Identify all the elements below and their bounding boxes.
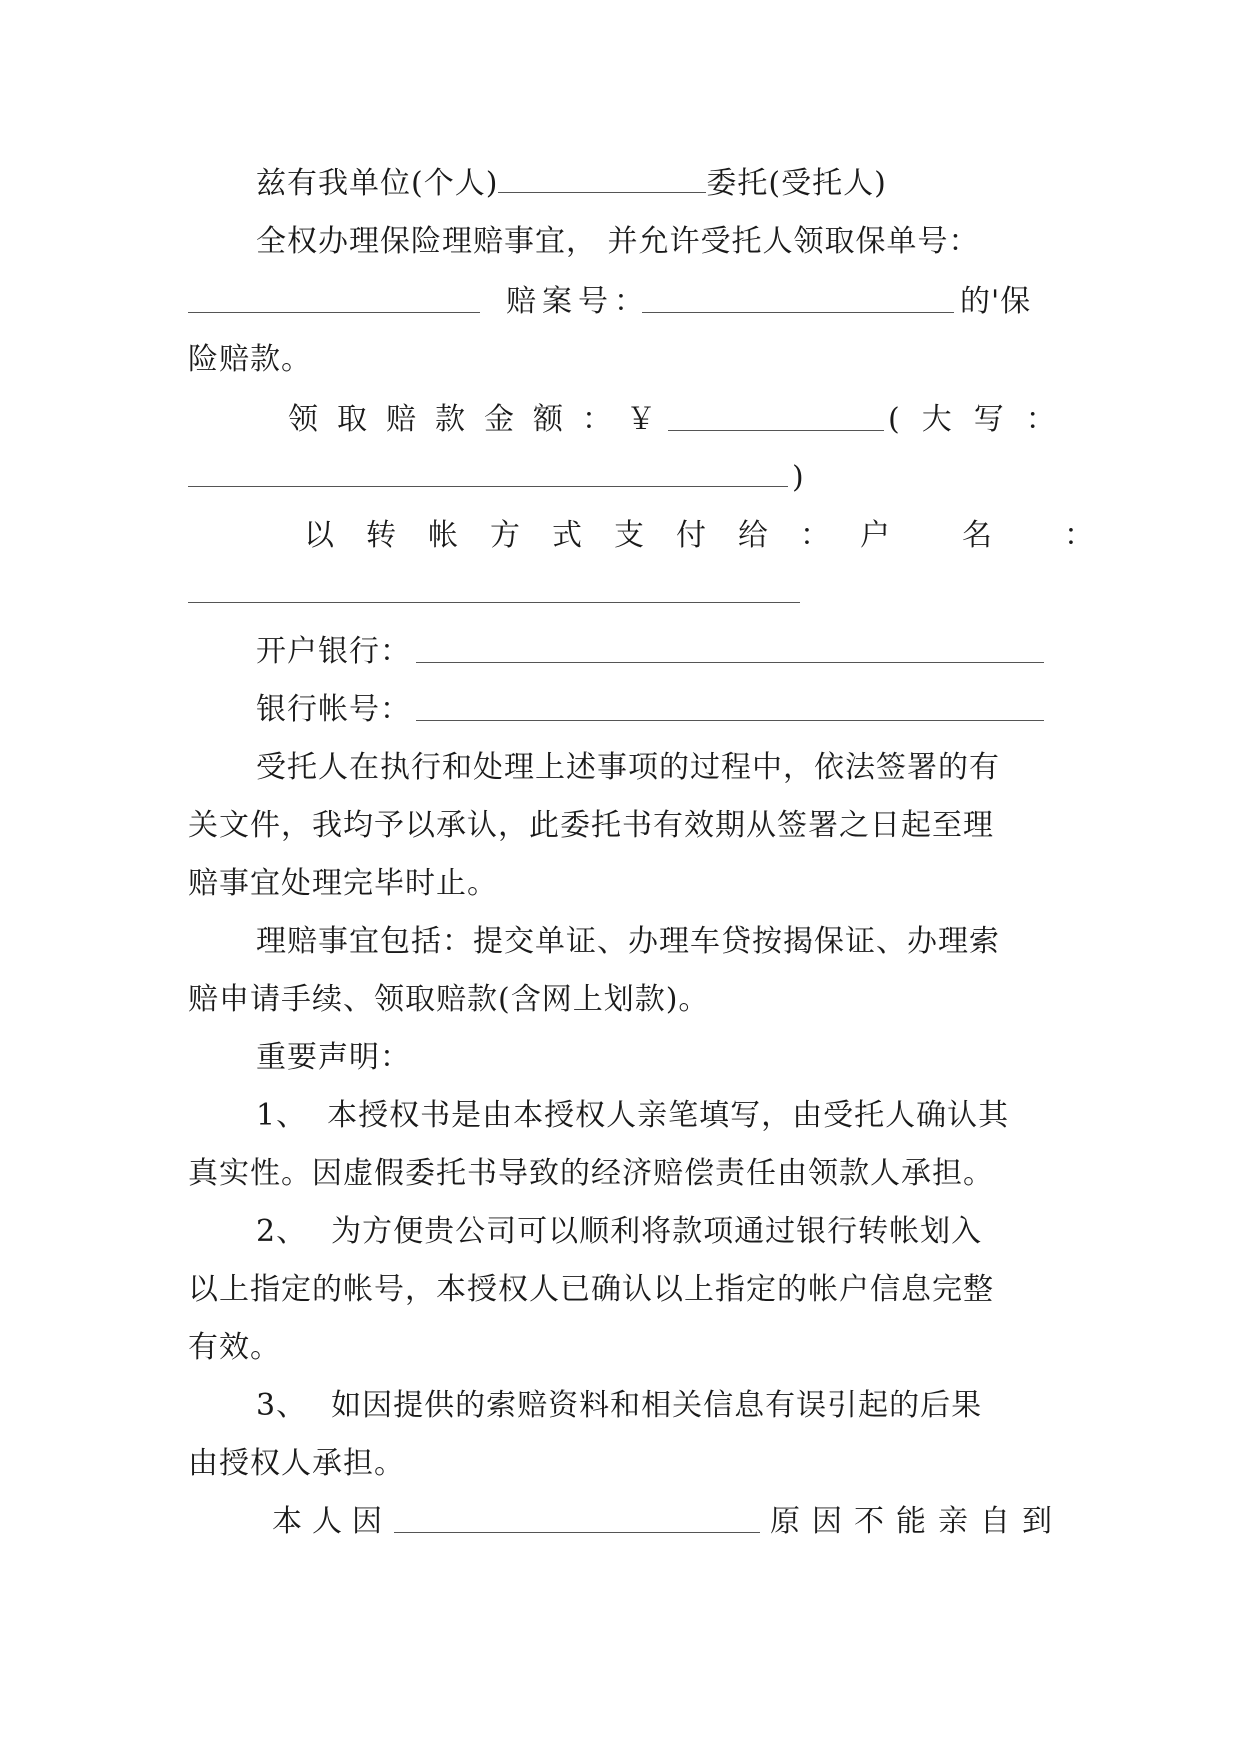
amount-words-blank[interactable]: [188, 486, 788, 487]
acceptance-line-1: [256, 748, 1000, 788]
entrust-suffix: 委托(受托人): [706, 166, 887, 201]
entrust-line: [256, 164, 887, 204]
transfer-label-line: [304, 516, 862, 556]
account-name-label: 户名：: [860, 518, 1166, 553]
authority-line: [256, 222, 980, 262]
declaration-item-3-text-1: 如因提供的索赔资料和相关信息有误引起的后果: [331, 1388, 983, 1423]
account-name-label-line: [860, 516, 1166, 556]
daxie-label-line: [888, 400, 1078, 440]
authority-text: 全权办理保险理赔事宜， 并允许受托人领取保单号：: [256, 224, 980, 259]
transfer-label: 以转帐方式支付给：: [304, 518, 862, 553]
declaration-item-2-line-1: [256, 1212, 982, 1252]
declaration-item-1-text-1: 本授权书是由本授权人亲笔填写，由受托人确认其: [327, 1098, 1010, 1133]
bank-blank[interactable]: [416, 662, 1044, 663]
case-number-blank[interactable]: [642, 312, 954, 313]
claim-suffix: 的'保: [960, 284, 1032, 319]
scope-text-1: 理赔事宜包括：提交单证、办理车贷按揭保证、办理索: [256, 924, 1000, 959]
declaration-heading-text: 重要声明：: [256, 1040, 411, 1075]
declaration-item-2-line-3: [188, 1328, 281, 1368]
declaration-item-1-line-2: [188, 1154, 994, 1194]
amount-figure-blank[interactable]: [668, 430, 884, 431]
reason-suffix-line: [770, 1502, 1064, 1542]
account-label: 银行帐号：: [256, 692, 411, 727]
amount-close: ): [792, 460, 805, 495]
daxie-label: (大写：: [888, 402, 1078, 437]
acceptance-text-2: 关文件，我均予以承认，此委托书有效期从签署之日起至理: [188, 808, 994, 843]
claim-end: 险赔款。: [188, 342, 312, 377]
entruster-blank[interactable]: [498, 166, 706, 193]
currency-symbol: ￥: [626, 402, 657, 437]
declaration-item-3-text-2: 由授权人承担。: [188, 1446, 405, 1481]
acceptance-line-3: [188, 864, 498, 904]
entrust-prefix: 兹有我单位(个人): [256, 166, 499, 201]
amount-label: 领取赔款金额：: [288, 402, 631, 437]
declaration-item-2-text-3: 有效。: [188, 1330, 281, 1365]
declaration-item-3-line-1: [256, 1386, 982, 1426]
declaration-item-1-number: 1、: [256, 1098, 308, 1133]
account-line: [256, 690, 411, 730]
currency-line: [626, 400, 657, 440]
declaration-item-2-text-1: 为方便贵公司可以顺利将款项通过银行转帐划入: [331, 1214, 983, 1249]
acceptance-text-1: 受托人在执行和处理上述事项的过程中，依法签署的有: [256, 750, 1000, 785]
declaration-item-1-text-2: 真实性。因虚假委托书导致的经济赔偿责任由领款人承担。: [188, 1156, 994, 1191]
declaration-item-2-text-2: 以上指定的帐号，本授权人已确认以上指定的帐户信息完整: [188, 1272, 994, 1307]
scope-text-2: 赔申请手续、领取赔款(含网上划款)。: [188, 982, 710, 1017]
bank-line: [256, 632, 411, 672]
amount-label-line: [288, 400, 631, 440]
acceptance-text-3: 赔事宜处理完毕时止。: [188, 866, 498, 901]
amount-close-line: [792, 458, 805, 498]
declaration-item-2-number: 2、: [256, 1214, 308, 1249]
declaration-heading: [256, 1038, 411, 1078]
claim-end-line: [188, 340, 312, 380]
claim-suffix-line: [960, 282, 1031, 322]
case-number-label-line: [506, 282, 650, 322]
declaration-item-2-line-2: [188, 1270, 994, 1310]
acceptance-line-2: [188, 806, 994, 846]
scope-line-2: [188, 980, 709, 1020]
reason-prefix-line: [272, 1502, 392, 1542]
reason-prefix: 本人因: [272, 1504, 392, 1539]
reason-suffix: 原因不能亲自到: [770, 1504, 1064, 1539]
policy-number-blank[interactable]: [188, 312, 480, 313]
declaration-item-1-line-1: [256, 1096, 1009, 1136]
declaration-item-3-line-2: [188, 1444, 405, 1484]
declaration-item-3-number: 3、: [256, 1388, 308, 1423]
account-number-blank[interactable]: [416, 720, 1044, 721]
case-number-label: 赔案号：: [506, 284, 650, 319]
account-name-blank[interactable]: [188, 602, 800, 603]
reason-blank[interactable]: [394, 1532, 760, 1533]
bank-label: 开户银行：: [256, 634, 411, 669]
scope-line-1: [256, 922, 1000, 962]
